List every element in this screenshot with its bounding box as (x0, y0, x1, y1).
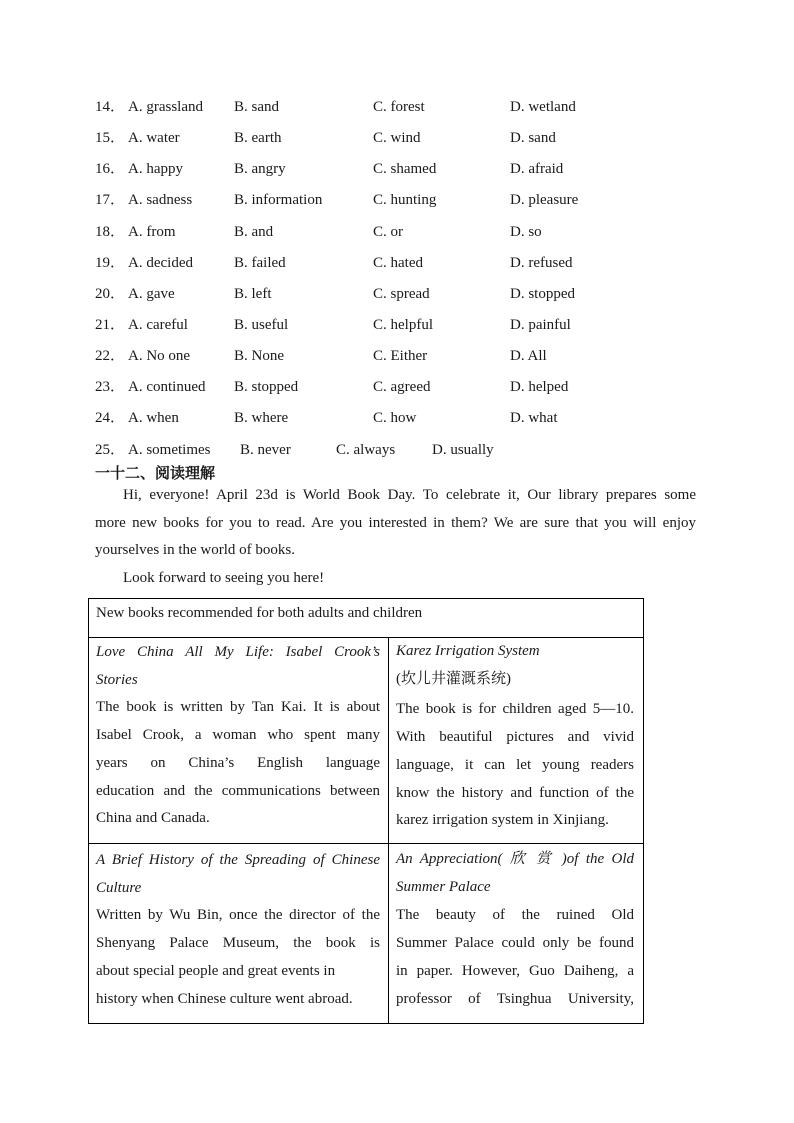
question-number: 24． (95, 410, 126, 426)
question-row-15 (0, 128, 794, 148)
question-number: 23． (95, 379, 126, 395)
option-b: B. left (234, 286, 272, 302)
question-number: 19． (95, 255, 126, 271)
book-desc-line: know the history and function of the (396, 784, 634, 801)
option-c: C. helpful (373, 317, 433, 333)
book-title-line: A Brief History of the Spreading of Chinese (96, 852, 380, 868)
question-row-16 (0, 159, 794, 179)
option-b: B. where (234, 410, 289, 426)
option-d: D. usually (432, 442, 494, 458)
option-d: D. sand (510, 130, 556, 146)
option-b: B. never (240, 442, 291, 458)
book-title-line: Stories (96, 671, 138, 688)
option-c: C. how (373, 410, 417, 426)
question-row-24 (0, 408, 794, 428)
question-number: 25． (95, 442, 126, 458)
option-a: A. sometimes (128, 442, 211, 458)
book-subtitle: (坎儿井灌溉系统) (396, 670, 511, 687)
book-desc (396, 696, 634, 835)
question-row-17 (0, 190, 794, 210)
option-d: D. stopped (510, 286, 575, 302)
question-number: 15． (95, 130, 126, 146)
question-row-18 (0, 222, 794, 242)
table-header: New books recommended for both adults and children (89, 599, 643, 638)
book-title-line: Love China All My Life: Isabel Crook’s (96, 644, 380, 660)
book-desc-line: Summer Palace could only be found (396, 935, 634, 952)
question-row-25 (0, 440, 794, 460)
option-b: B. stopped (234, 379, 299, 395)
book-desc-line: Written by Wu Bin, once the director of the (96, 907, 380, 924)
book-desc-line: education and the communications between (96, 782, 380, 799)
book-desc-line: about special people and great events in (96, 962, 336, 979)
option-d: D. afraid (510, 161, 564, 177)
question-row-22 (0, 346, 794, 366)
option-c: C. forest (373, 99, 425, 115)
book-desc-line: The beauty of the ruined Old (396, 907, 634, 924)
book-desc-line: language, it can let young readers (396, 756, 634, 773)
question-number: 18． (95, 224, 126, 240)
book-desc-line: karez irrigation system in Xinjiang. (396, 812, 609, 829)
question-number: 20． (95, 286, 126, 302)
passage-closing: Look forward to seeing you here! (123, 570, 325, 587)
book-desc-line: The book is for children aged 5—10. (396, 701, 634, 718)
option-d: D. painful (510, 317, 571, 333)
question-number: 21． (95, 317, 126, 333)
passage-line: yourselves in the world of books. (95, 542, 295, 559)
book-title-line: Culture (96, 879, 142, 896)
question-row-20 (0, 284, 794, 304)
option-a: A. sadness (128, 192, 193, 208)
option-d: D. wetland (510, 99, 576, 115)
book-desc-line: in paper. However, Guo Daiheng, a (396, 962, 634, 979)
option-a: A. No one (128, 348, 191, 364)
option-d: D. helped (510, 379, 569, 395)
book-desc-line: Shenyang Palace Museum, the book is (96, 935, 380, 952)
option-a: A. continued (128, 379, 206, 395)
option-d: D. refused (510, 255, 573, 271)
option-d: D. what (510, 410, 558, 426)
option-a: A. decided (128, 255, 193, 271)
option-c: C. hated (373, 255, 423, 271)
book-desc-line: Isabel Crook, a woman who spent many (96, 727, 380, 744)
option-c: C. agreed (373, 379, 431, 395)
option-d: D. pleasure (510, 192, 579, 208)
question-number: 14． (95, 99, 126, 115)
option-c: C. spread (373, 286, 430, 302)
question-number: 16． (95, 161, 126, 177)
option-c: C. or (373, 224, 403, 240)
option-c: C. hunting (373, 192, 437, 208)
option-b: B. failed (234, 255, 286, 271)
option-d: D. All (510, 348, 547, 364)
book-desc-line: professor of Tsinghua University, (396, 990, 634, 1007)
book-desc-line: history when Chinese culture went abroad. (96, 990, 353, 1007)
book-recommendation-table (88, 598, 644, 1024)
book-desc-line: With beautiful pictures and vivid (396, 729, 634, 746)
option-a: A. when (128, 410, 179, 426)
book-title-line: An Appreciation( 欣 赏 )of the Old (396, 851, 634, 867)
option-a: A. grassland (128, 99, 203, 115)
option-a: A. happy (128, 161, 183, 177)
option-c: C. wind (373, 130, 421, 146)
question-number: 17． (95, 192, 126, 208)
book-title-line: Karez Irrigation System (396, 643, 540, 659)
option-b: B. information (234, 192, 323, 208)
question-row-23 (0, 377, 794, 397)
book-desc (396, 902, 634, 1013)
section-heading: 一十二、阅读理解 (95, 466, 216, 482)
book-title-line: Summer Palace (396, 878, 491, 895)
option-a: A. from (128, 224, 176, 240)
question-row-14 (0, 97, 794, 117)
book-cell-brief-history (89, 844, 389, 1023)
option-b: B. useful (234, 317, 289, 333)
option-b: B. earth (234, 130, 282, 146)
option-b: B. None (234, 348, 284, 364)
book-cell-old-summer-palace (389, 844, 643, 1023)
option-c: C. always (336, 442, 396, 458)
question-row-19 (0, 253, 794, 273)
option-b: B. and (234, 224, 274, 240)
question-row-21 (0, 315, 794, 335)
option-a: A. water (128, 130, 180, 146)
book-desc-line: years on China’s English language (96, 754, 380, 771)
option-a: A. careful (128, 317, 188, 333)
question-number: 22． (95, 348, 126, 364)
book-desc-line: The book is written by Tan Kai. It is about (96, 699, 380, 716)
passage-line: more new books for you to read. Are you interested in them? We are sure that you will enjoy (95, 514, 696, 531)
option-b: B. sand (234, 99, 279, 115)
reading-passage (95, 482, 696, 593)
option-a: A. gave (128, 286, 175, 302)
passage-line: Hi, everyone! April 23d is World Book Day. To celebrate it, Our library prepares some (123, 487, 696, 503)
book-cell-karez (389, 638, 643, 844)
option-d: D. so (510, 224, 542, 240)
option-b: B. angry (234, 161, 286, 177)
option-c: C. Either (373, 348, 428, 364)
book-cell-love-china (89, 638, 389, 844)
option-c: C. shamed (373, 161, 437, 177)
book-desc-line: China and Canada. (96, 810, 210, 827)
